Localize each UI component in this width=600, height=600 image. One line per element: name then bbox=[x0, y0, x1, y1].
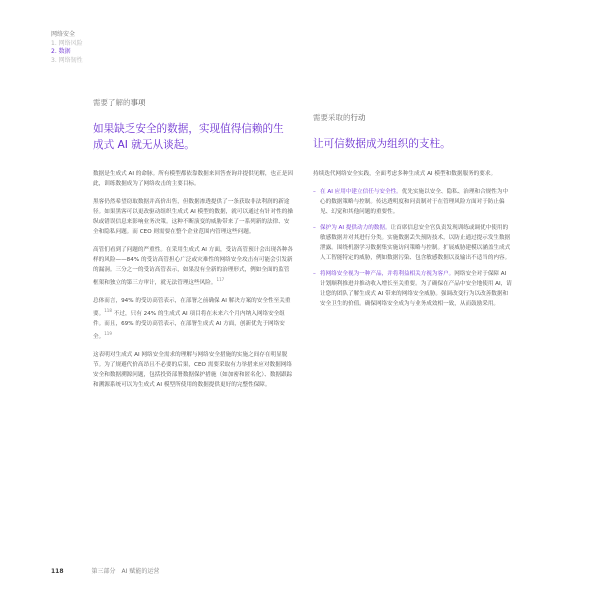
section-label-act bbox=[313, 112, 513, 123]
paragraph-text: 黑客仍然希望窃取数据并高价出售，但数据渗透提供了一条获取非法利润的新途径。如果黑客可以更改驱动组织生成式 AI 模型的数据，就可以通过有针对性的操纵或错误信息来影响业务决策。这种不断演变的威胁带来了一系列新的法律、安全和隐私问题。而 CEO 则需要在整个企业范围内管理这些问题。 bbox=[93, 199, 293, 235]
paragraph bbox=[93, 197, 293, 237]
list-item bbox=[313, 187, 513, 217]
list-item bbox=[313, 223, 513, 263]
paragraph-text: 这表明对生成式 AI 网络安全需求的理解与网络安全措施的实施之间存在明显脱节。为了规避代价高昂且不必要的后果，CEO 需要采取有力举措来应对数据网络安全和数据溯源问题，包括投资部署数据保护措施（如加密和匿名化）、数据跟踪和溯源系统可以为生成式 AI 模型所使用的数据提供更好的完整性保障。 bbox=[93, 351, 293, 388]
section-label-know bbox=[93, 97, 293, 108]
paragraph bbox=[93, 169, 293, 189]
paragraph bbox=[93, 350, 293, 390]
intro-paragraph: 持续迭代网络安全实践，全面考虑多种生成式 AI 模型和数据服务的要求。 bbox=[313, 170, 497, 177]
page-number: 118 bbox=[51, 568, 64, 575]
paragraph-text: 总体而言，94% 的受访高管表示，在部署之前确保 AI 解决方案的安全性至关重要。 bbox=[93, 297, 291, 317]
label-prefix: 需要采取的 bbox=[313, 113, 351, 122]
footnote-ref[interactable]: 119 bbox=[104, 330, 112, 336]
left-headline: 如果缺乏安全的数据，实现值得信赖的生成式 AI 就无从谈起。 bbox=[93, 123, 284, 151]
footnote-ref[interactable]: 118 bbox=[104, 307, 112, 313]
footnote-ref[interactable]: 117 bbox=[216, 277, 225, 282]
section-nav bbox=[51, 31, 83, 65]
paragraph-text: 高管们看到了问题的严重性。在采用生成式 AI 方面，受访高管预计会出现各种各样的风险——84% 的受访高管担心广泛或灾难性的网络安全攻击有可能会引发新的漏洞。三分之一的受访高管表示，如果没有全新的治理形式，例如全面的监管框架和独立的第三方审计，就无法管理这些风险。 bbox=[93, 247, 293, 286]
paragraph-text: 数据是生成式 AI 的命脉。所有模型都依靠数据来回答查询并提供见解，也正是因此，训练数据成为了网络攻击的主要目标。 bbox=[93, 171, 293, 187]
footer-section: AI 赋能的运营 bbox=[121, 568, 160, 575]
nav-title: 网络安全 bbox=[51, 31, 76, 38]
left-column bbox=[93, 97, 293, 398]
bullet-text: 优先实施以安全、隐私、治理和合规性为中心的数据策略与控制。传达透明度和问责制对于在管理风险方面对于防止偏见、幻觉和其他问题的重要性。 bbox=[320, 188, 509, 215]
dash-bullet-icon: – bbox=[313, 224, 316, 231]
dash-bullet-icon: – bbox=[313, 188, 316, 195]
nav-item-network-risk[interactable]: 1. 网络风险 bbox=[51, 39, 83, 47]
nav-item-data[interactable]: 2. 数据 bbox=[51, 48, 71, 56]
paragraph bbox=[93, 245, 293, 288]
bullet-lead: 保护为 AI 提供动力的数据。 bbox=[320, 224, 391, 231]
label-strong: 事项 bbox=[130, 98, 146, 107]
nav-item-network-resilience[interactable]: 3. 网络韧性 bbox=[51, 56, 83, 64]
list-item bbox=[313, 269, 513, 309]
label-prefix: 需要了解的 bbox=[93, 98, 131, 107]
label-strong: 行动 bbox=[350, 113, 366, 122]
bullet-lead: 在 AI 应用中建立信任与安全性。 bbox=[320, 188, 402, 195]
paragraph bbox=[93, 296, 293, 342]
page-footer bbox=[51, 566, 159, 575]
right-column bbox=[313, 112, 513, 315]
bullet-text: 网络安全对于保障 AI 计划顺利推进并推动收入增长至关重要。为了确保在产品中安全地使用 AI，请让您的团队了解生成式 AI 带来的网络安全威胁。强调改变行为以改善数据和安全卫生的价值。确保网络安全成为与业务成效相一致，从而鼓励采用。 bbox=[320, 270, 512, 307]
right-headline: 让可信数据成为组织的支柱。 bbox=[313, 138, 451, 150]
bullet-text: 让首席信息安全官负责发现训练或调优中使用的敏感数据并对其进行分类。实施数据丢失预防技术，以防止通过提示发生数据泄露。围绕机器学习数据集实施访问策略与控制。扩展威胁建模以涵盖生成式人工智能特定的威胁，例如数据污染、包含敏感数据以及输出不适当的内容。 bbox=[320, 224, 511, 261]
action-list bbox=[313, 187, 513, 309]
paragraph-text: 不过，只有 24% 的生成式 AI 项目将在未来六个月内纳入网络安全组件。而且，69% 的受访高管表示，在部署生成式 AI 方面，创新优先于网络安全。 bbox=[93, 310, 285, 340]
footer-part: 第三部分 bbox=[91, 568, 116, 575]
bullet-lead: 将网络安全视为一种产品，并将利益相关方视为客户。 bbox=[320, 270, 455, 277]
dash-bullet-icon: – bbox=[313, 270, 316, 277]
